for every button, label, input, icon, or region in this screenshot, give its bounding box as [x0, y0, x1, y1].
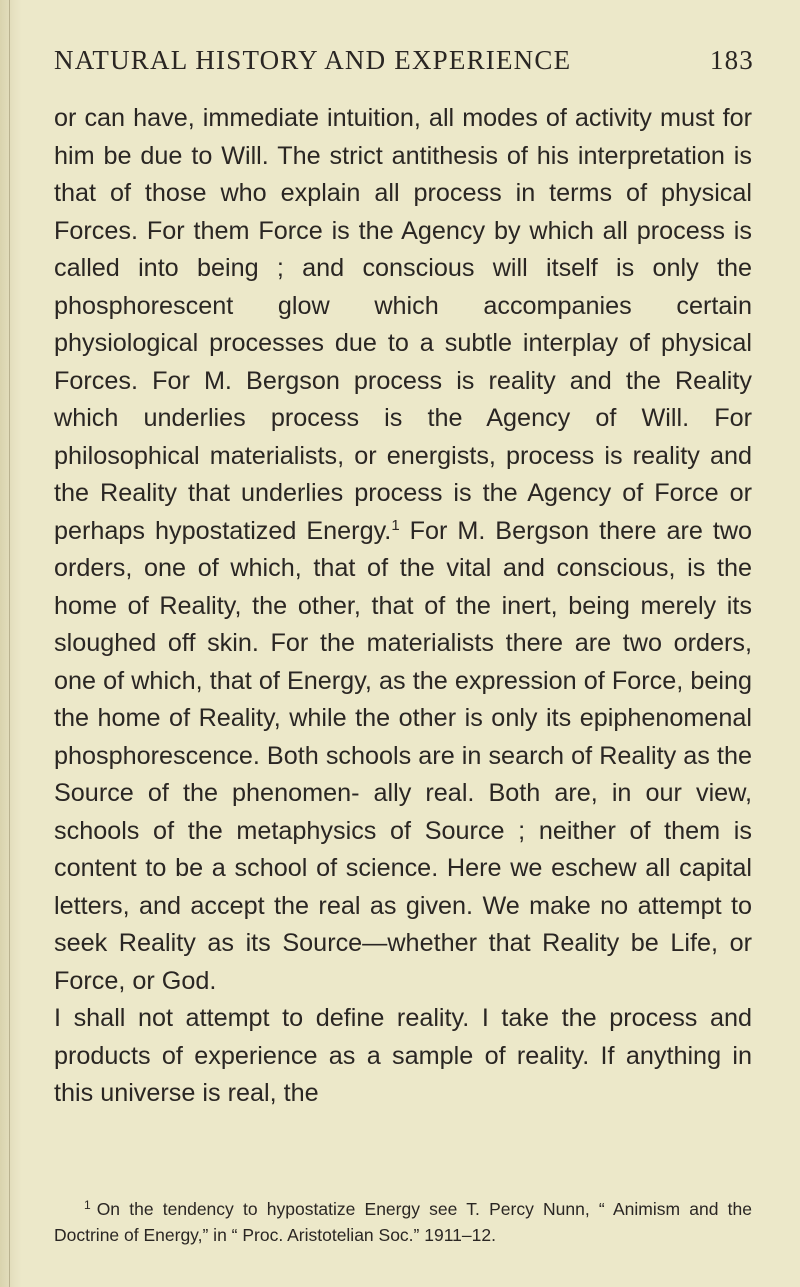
paragraph: [54, 100, 752, 1000]
running-head: [54, 45, 754, 81]
footnote-marker: 1: [84, 1198, 91, 1212]
paragraph-text: or can have, immediate intuition, all modes of activity must for him be due to Will. The strict antithesis of his interpretation is that of those who explain all process in terms of physical Forces. For them Force is the Agency by which all process is called into being ; and conscious will itself is only the phosphorescent glow which accompanies certain physiological processes due to a subtle interplay of physical Forces. For M. Bergson process is reality and the Reality which underlies process is the Agency of Will. For philosophical materialists, or energists, process is reality and the Reality that underlies process is the Agency of Force or perhaps hypostatized Energy.: [54, 104, 752, 545]
paragraph-text-continued: For M. Bergson there are two orders, one of which, that of the vital and conscious, is the home of Reality, the other, that of the inert, being merely its sloughed off skin. For the materialists there are two orders, one of which, that of Energy, as the expression of Force, being the home of Reality, while the other is only its epiphenomenal phosphorescence. Both schools are in search of Reality as the Source of the phenomen- ally real. Both are, in our view, schools of the metaphysics of Source ; neither of them is content to be a school of science. Here we eschew all capital letters, and accept the real as given. We make no attempt to seek Reality as its Source—whether that Reality be Life, or Force, or God.: [54, 516, 753, 995]
footnote-text: On the tendency to hypostatize Energy see T. Percy Nunn, “ Animism and the Doctrine of Energy,” in “ Proc. Aristotelian Soc.” 1911–12.: [54, 1199, 752, 1245]
gutter-line: [9, 0, 10, 1287]
page-number: 183: [709, 45, 754, 75]
book-spine-edge: [0, 0, 22, 1287]
paragraph-text: I shall not attempt to define reality. I take the process and products of experience as a sample of reality. If anything in this universe is real, the: [54, 1004, 752, 1107]
footnote: [54, 1196, 752, 1248]
running-head-title: NATURAL HISTORY AND EXPERIENCE: [54, 45, 572, 75]
paragraph: [54, 1000, 752, 1113]
footnote-reference: 1: [391, 516, 400, 534]
body-text: [54, 100, 752, 1113]
